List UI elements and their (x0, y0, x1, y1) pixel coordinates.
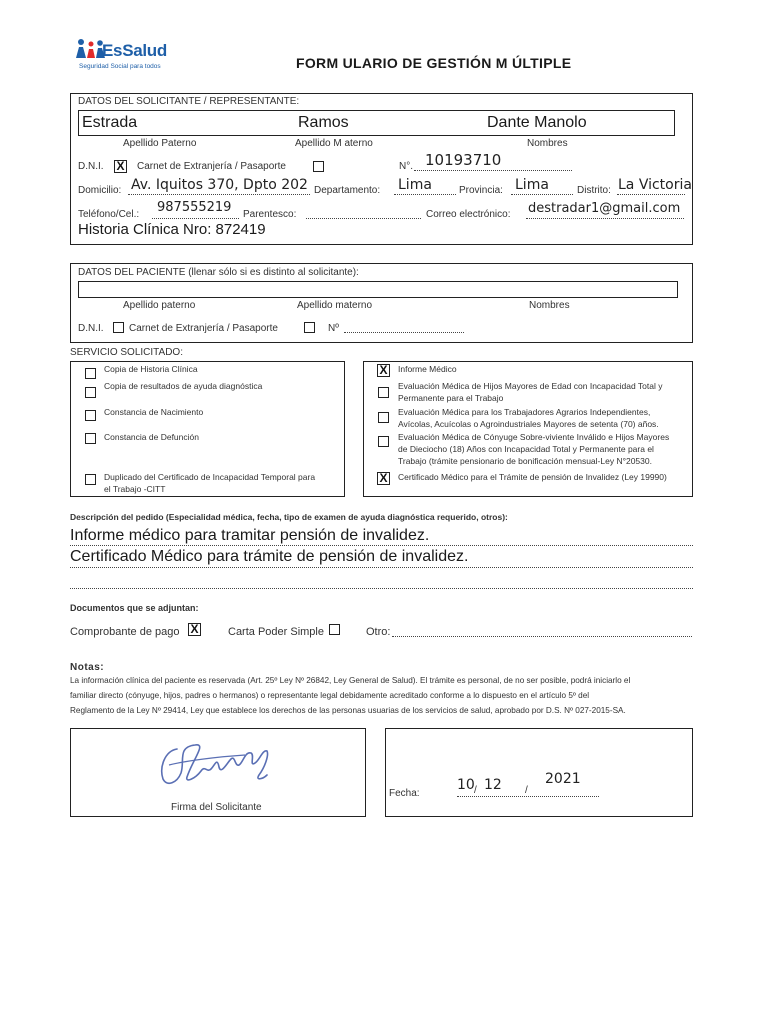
fecha-sep-2: / (525, 785, 528, 796)
label-carnet: Carnet de Extranjería / Pasaporte (137, 161, 286, 172)
label-departamento: Departamento: (314, 185, 381, 196)
fecha-box[interactable] (385, 728, 693, 817)
fecha-dia: 10 (457, 777, 475, 793)
paciente-carnet-checkbox[interactable] (304, 322, 315, 333)
evaluacion-hijos-label-2: Permanente para el Trabajo (398, 393, 504, 403)
numero-value: 10193710 (425, 151, 502, 169)
notas-title: Notas: (70, 662, 105, 673)
dni-checkbox[interactable]: X (114, 160, 127, 173)
solicitante-title: DATOS DEL SOLICITANTE / REPRESENTANTE: (78, 96, 300, 107)
form-title: FORM ULARIO DE GESTIÓN M ÚLTIPLE (296, 55, 572, 71)
label-nombres: Nombres (527, 138, 568, 149)
evaluacion-agrarios-checkbox[interactable] (378, 412, 389, 423)
evaluacion-hijos-label-1: Evaluación Médica de Hijos Mayores de Edad con Incapacidad Total y (398, 381, 663, 391)
evaluacion-conyuge-label-3: Trabajo (trámite pensionario de bonificación mensual-Ley N°20530. (398, 456, 652, 466)
apellido-paterno-value: Estrada (82, 114, 138, 131)
evaluacion-conyuge-checkbox[interactable] (378, 436, 389, 447)
carta-poder-checkbox[interactable] (329, 624, 340, 635)
logo-name: EsSalud (102, 41, 167, 60)
label-dni: D.N.I. (78, 161, 104, 172)
documentos-label: Documentos que se adjuntan: (70, 603, 199, 613)
copia-resultados-label: Copia de resultados de ayuda diagnóstica (104, 381, 263, 391)
label-parentesco: Parentesco: (243, 209, 297, 220)
constancia-nacimiento-checkbox[interactable] (85, 410, 96, 421)
departamento-value: Lima (398, 177, 432, 193)
correo-value: destradar1@gmail.com (528, 201, 681, 216)
distrito-value: La Victoria (618, 177, 692, 193)
descripcion-line-1: Informe médico para tramitar pensión de invalidez. (70, 527, 430, 544)
domicilio-value: Av. Iquitos 370, Dpto 202 (131, 177, 308, 193)
label-numero: N°. (399, 161, 413, 172)
fecha-sep-1: / (474, 785, 477, 796)
paciente-name-field[interactable] (78, 281, 678, 298)
informe-medico-checkbox[interactable]: X (377, 364, 390, 377)
duplicado-citt-label-2: el Trabajo -CITT (104, 484, 166, 494)
evaluacion-agrarios-label-1: Evaluación Médica para los Trabajadores Agrarios Independientes, (398, 407, 651, 417)
comprobante-checkbox[interactable]: X (188, 623, 201, 636)
paciente-label-numero: Nº (328, 323, 339, 334)
paciente-label-apellido-materno: Apellido materno (297, 300, 373, 311)
duplicado-citt-label-1: Duplicado del Certificado de Incapacidad Temporal para (104, 472, 316, 482)
paciente-title: DATOS DEL PACIENTE (llenar sólo si es distinto al solicitante): (78, 267, 359, 278)
evaluacion-agrarios-label-2: Avícolas, Acuícolas o Agroindustriales Mayores de setenta (70) años. (398, 419, 659, 429)
paciente-label-carnet: Carnet de Extranjería / Pasaporte (129, 323, 278, 334)
logo-tagline: Seguridad Social para todos (79, 63, 161, 70)
descripcion-label: Descripción del pedido (Especialidad médica, fecha, tipo de examen de ayuda diagnóstica requerido, otros): (70, 512, 508, 522)
label-correo: Correo electrónico: (426, 209, 511, 220)
carnet-checkbox[interactable] (313, 161, 324, 172)
label-telefono: Teléfono/Cel.: (78, 209, 140, 220)
paciente-label-nombres: Nombres (529, 300, 570, 311)
label-apellido-materno: Apellido M aterno (295, 138, 373, 149)
firma-label: Firma del Solicitante (171, 802, 262, 813)
fecha-anio: 2021 (545, 771, 581, 787)
telefono-value: 987555219 (157, 200, 232, 215)
notas-line-2: familiar directo (cónyuge, hijos, padres o hermanos) o representante legal debidamente acreditado conforme a lo dispuesto en el artículo 5º del (70, 691, 590, 700)
copia-historia-label: Copia de Historia Clínica (104, 364, 198, 374)
evaluacion-hijos-checkbox[interactable] (378, 387, 389, 398)
certificado-invalidez-label: Certificado Médico para el Trámite de pensión de Invalidez (Ley 19990) (398, 472, 667, 482)
signature-image (155, 737, 275, 792)
constancia-defuncion-label: Constancia de Defunción (104, 432, 199, 442)
evaluacion-conyuge-label-1: Evaluación Médica de Cónyuge Sobre-viviente Inválido e Hijos Mayores (398, 432, 670, 442)
label-domicilio: Domicilio: (78, 185, 122, 196)
descripcion-line-2: Certificado Médico para trámite de pensión de invalidez. (70, 548, 469, 565)
paciente-label-dni: D.N.I. (78, 323, 104, 334)
apellido-materno-value: Ramos (298, 114, 349, 131)
certificado-invalidez-checkbox[interactable]: X (377, 472, 390, 485)
servicio-title: SERVICIO SOLICITADO: (70, 347, 183, 358)
fecha-label: Fecha: (389, 788, 420, 799)
historia-clinica: Historia Clínica Nro: 872419 (78, 221, 266, 238)
essalud-logo (72, 38, 182, 74)
fecha-mes: 12 (484, 777, 502, 793)
carta-poder-label: Carta Poder Simple (228, 626, 324, 638)
constancia-defuncion-checkbox[interactable] (85, 433, 96, 444)
constancia-nacimiento-label: Constancia de Nacimiento (104, 407, 204, 417)
label-apellido-paterno: Apellido Paterno (123, 138, 197, 149)
duplicado-citt-checkbox[interactable] (85, 474, 96, 485)
notas-line-3: Reglamento de la Ley Nº 29414, Ley que establece los derechos de las personas usuarias de los servicios de salud, aprobado por D.S. Nº 027-2015-SA. (70, 706, 626, 715)
paciente-label-apellido-paterno: Apellido paterno (123, 300, 196, 311)
label-distrito: Distrito: (577, 185, 611, 196)
provincia-value: Lima (515, 177, 549, 193)
copia-resultados-checkbox[interactable] (85, 387, 96, 398)
informe-medico-label: Informe Médico (398, 364, 457, 374)
notas-line-1: La información clínica del paciente es reservada (Art. 25º Ley Nº 26842, Ley General de Salud). El trámite es personal, de no ser posible, podrá iniciarlo el (70, 676, 631, 685)
otro-label: Otro: (366, 626, 391, 638)
paciente-dni-checkbox[interactable] (113, 322, 124, 333)
evaluacion-conyuge-label-2: de Dieciocho (18) Años con Incapacidad Total y Permanente para el (398, 444, 654, 454)
nombres-value: Dante Manolo (487, 114, 587, 131)
copia-historia-checkbox[interactable] (85, 368, 96, 379)
label-provincia: Provincia: (459, 185, 503, 196)
comprobante-label: Comprobante de pago (70, 626, 180, 638)
